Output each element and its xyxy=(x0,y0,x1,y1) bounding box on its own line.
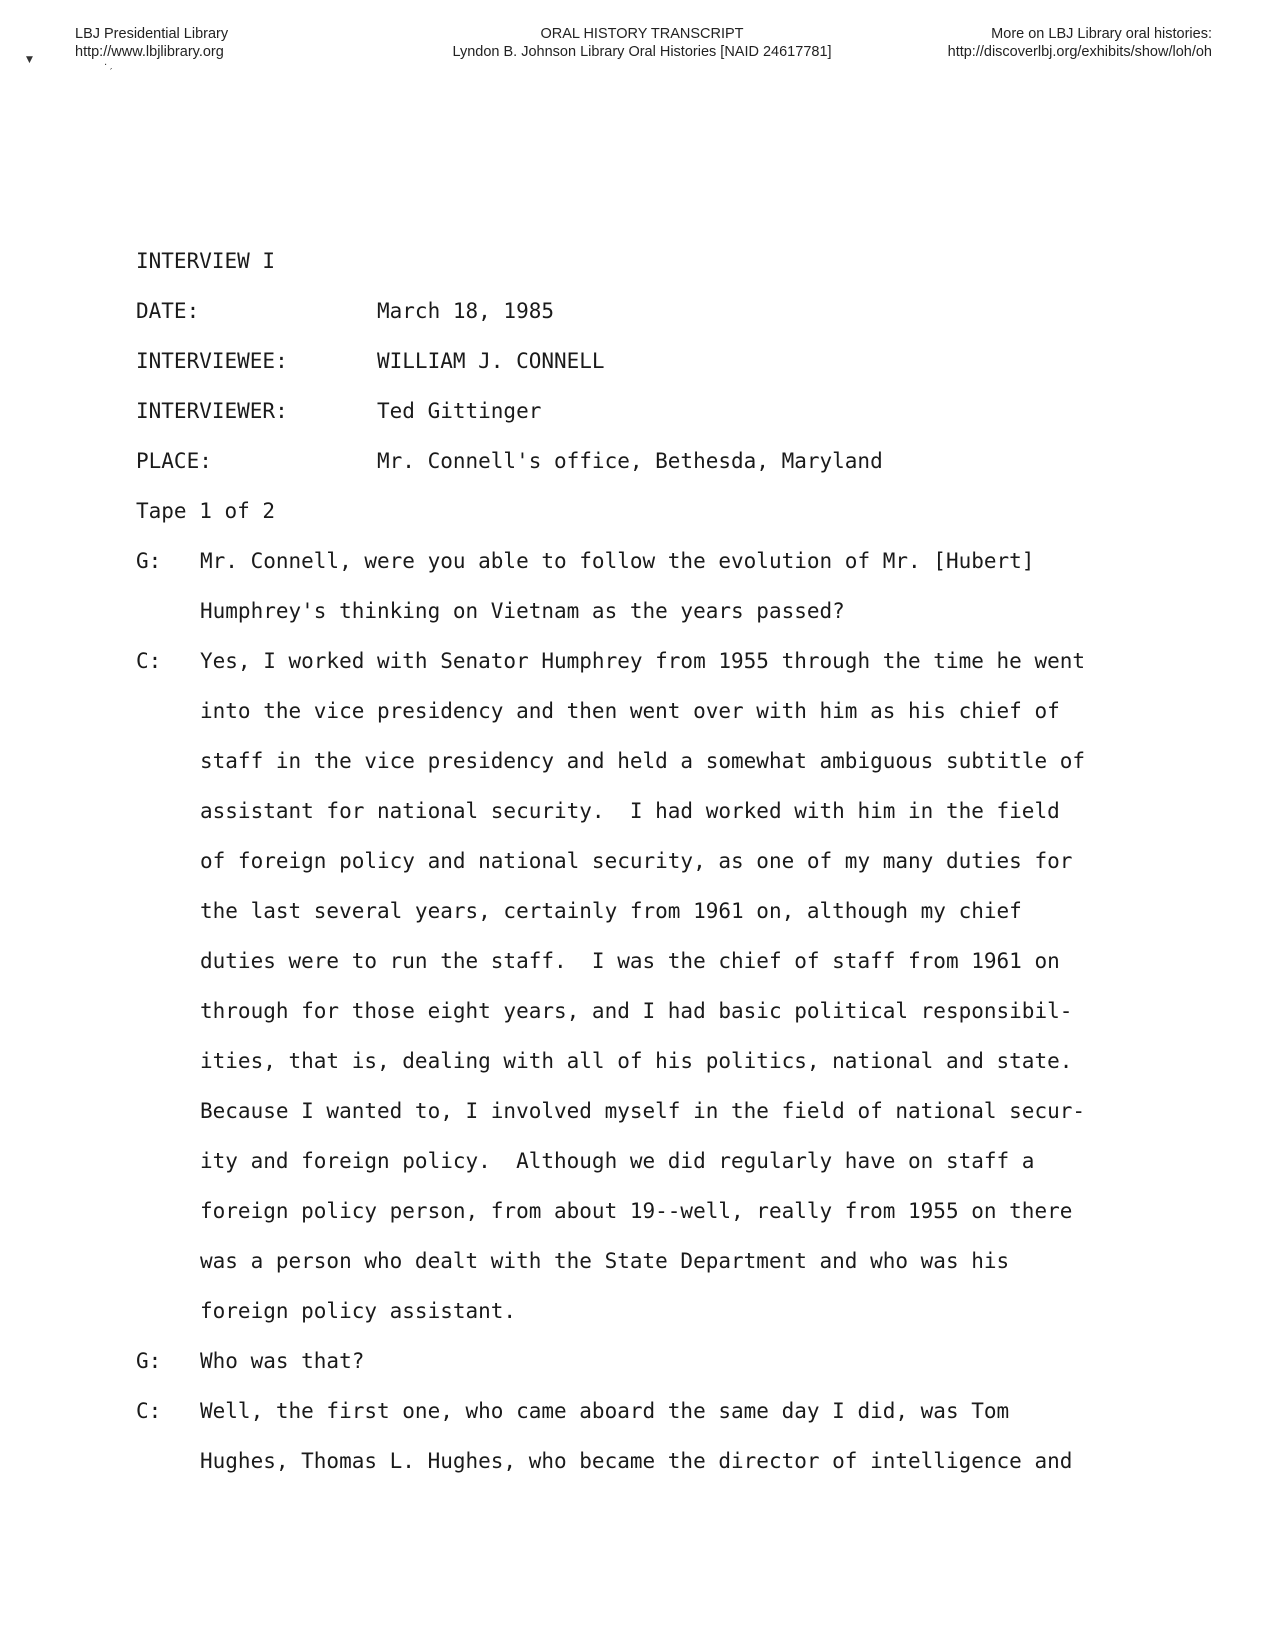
more-info-label: More on LBJ Library oral histories: xyxy=(991,26,1212,42)
text-line: assistant for national security. I had worked with him in the field xyxy=(200,799,1060,823)
text-line: through for those eight years, and I had basic political responsibil- xyxy=(200,999,1073,1023)
meta-place xyxy=(136,436,1156,486)
text-line: foreign policy assistant. xyxy=(200,1299,517,1323)
text-line: duties were to run the staff. I was the chief of staff from 1961 on xyxy=(200,949,1060,973)
meta-value: Mr. Connell's office, Bethesda, Maryland xyxy=(377,449,883,473)
speech-text xyxy=(200,1386,1156,1486)
text-line: of foreign policy and national security, as one of my many duties for xyxy=(200,849,1073,873)
collection-name: Lyndon B. Johnson Library Oral Histories [NAID 24617781] xyxy=(452,44,832,60)
meta-label: PLACE: xyxy=(136,449,212,473)
meta-interviewee xyxy=(136,336,1156,386)
header-right xyxy=(948,25,1212,61)
meta-interviewer xyxy=(136,386,1156,436)
meta-value: Ted Gittinger xyxy=(377,399,542,423)
library-name: LBJ Presidential Library xyxy=(75,26,229,42)
exchange xyxy=(136,536,1156,636)
text-line: Who was that? xyxy=(200,1349,365,1373)
interview-label: INTERVIEW I xyxy=(136,249,276,273)
transcript-title: ORAL HISTORY TRANSCRIPT xyxy=(540,26,744,42)
text-line: Because I wanted to, I involved myself in the field of national secur- xyxy=(200,1099,1086,1123)
text-line: ities, that is, dealing with all of his politics, national and state. xyxy=(200,1049,1073,1073)
speaker-label: G: xyxy=(136,1349,162,1373)
library-url: http://www.lbjlibrary.org xyxy=(75,44,224,60)
exchange xyxy=(136,636,1156,1336)
meta-value: March 18, 1985 xyxy=(377,299,555,323)
exchange xyxy=(136,1386,1156,1486)
meta-label: INTERVIEWER: xyxy=(136,399,288,423)
transcript-body xyxy=(136,236,1156,1486)
meta-label: INTERVIEWEE: xyxy=(136,349,288,373)
text-line: Hughes, Thomas L. Hughes, who became the director of intelligence and xyxy=(200,1449,1073,1473)
text-line: Yes, I worked with Senator Humphrey from 1955 through the time he went xyxy=(200,649,1086,673)
text-line: foreign policy person, from about 19--well, really from 1955 on there xyxy=(200,1199,1073,1223)
more-info-url: http://discoverlbj.org/exhibits/show/loh/oh xyxy=(947,44,1212,60)
speaker-label: C: xyxy=(136,649,162,673)
text-line: the last several years, certainly from 1961 on, although my chief xyxy=(200,899,1022,923)
speaker-label: C: xyxy=(136,1399,162,1423)
speaker-label: G: xyxy=(136,549,162,573)
speech-text xyxy=(200,536,1156,636)
scan-mark: ▼ xyxy=(26,55,33,65)
text-line: was a person who dealt with the State Department and who was his xyxy=(200,1249,1010,1273)
exchange xyxy=(136,1336,1156,1386)
text-line: Well, the first one, who came aboard the same day I did, was Tom xyxy=(200,1399,1010,1423)
meta-value: WILLIAM J. CONNELL xyxy=(377,349,605,373)
tape-label: Tape 1 of 2 xyxy=(136,499,276,523)
scan-mark: · xyxy=(104,60,108,71)
text-line: staff in the vice presidency and held a somewhat ambiguous subtitle of xyxy=(200,749,1086,773)
meta-date xyxy=(136,286,1156,336)
text-line: into the vice presidency and then went over with him as his chief of xyxy=(200,699,1060,723)
speech-text xyxy=(200,1336,1156,1386)
text-line: ity and foreign policy. Although we did regularly have on staff a xyxy=(200,1149,1035,1173)
scan-mark: ′ xyxy=(110,67,113,78)
speech-text xyxy=(200,636,1156,1336)
meta-label: DATE: xyxy=(136,299,200,323)
text-line: Humphrey's thinking on Vietnam as the years passed? xyxy=(200,599,845,623)
text-line: Mr. Connell, were you able to follow the evolution of Mr. [Hubert] xyxy=(200,549,1035,573)
